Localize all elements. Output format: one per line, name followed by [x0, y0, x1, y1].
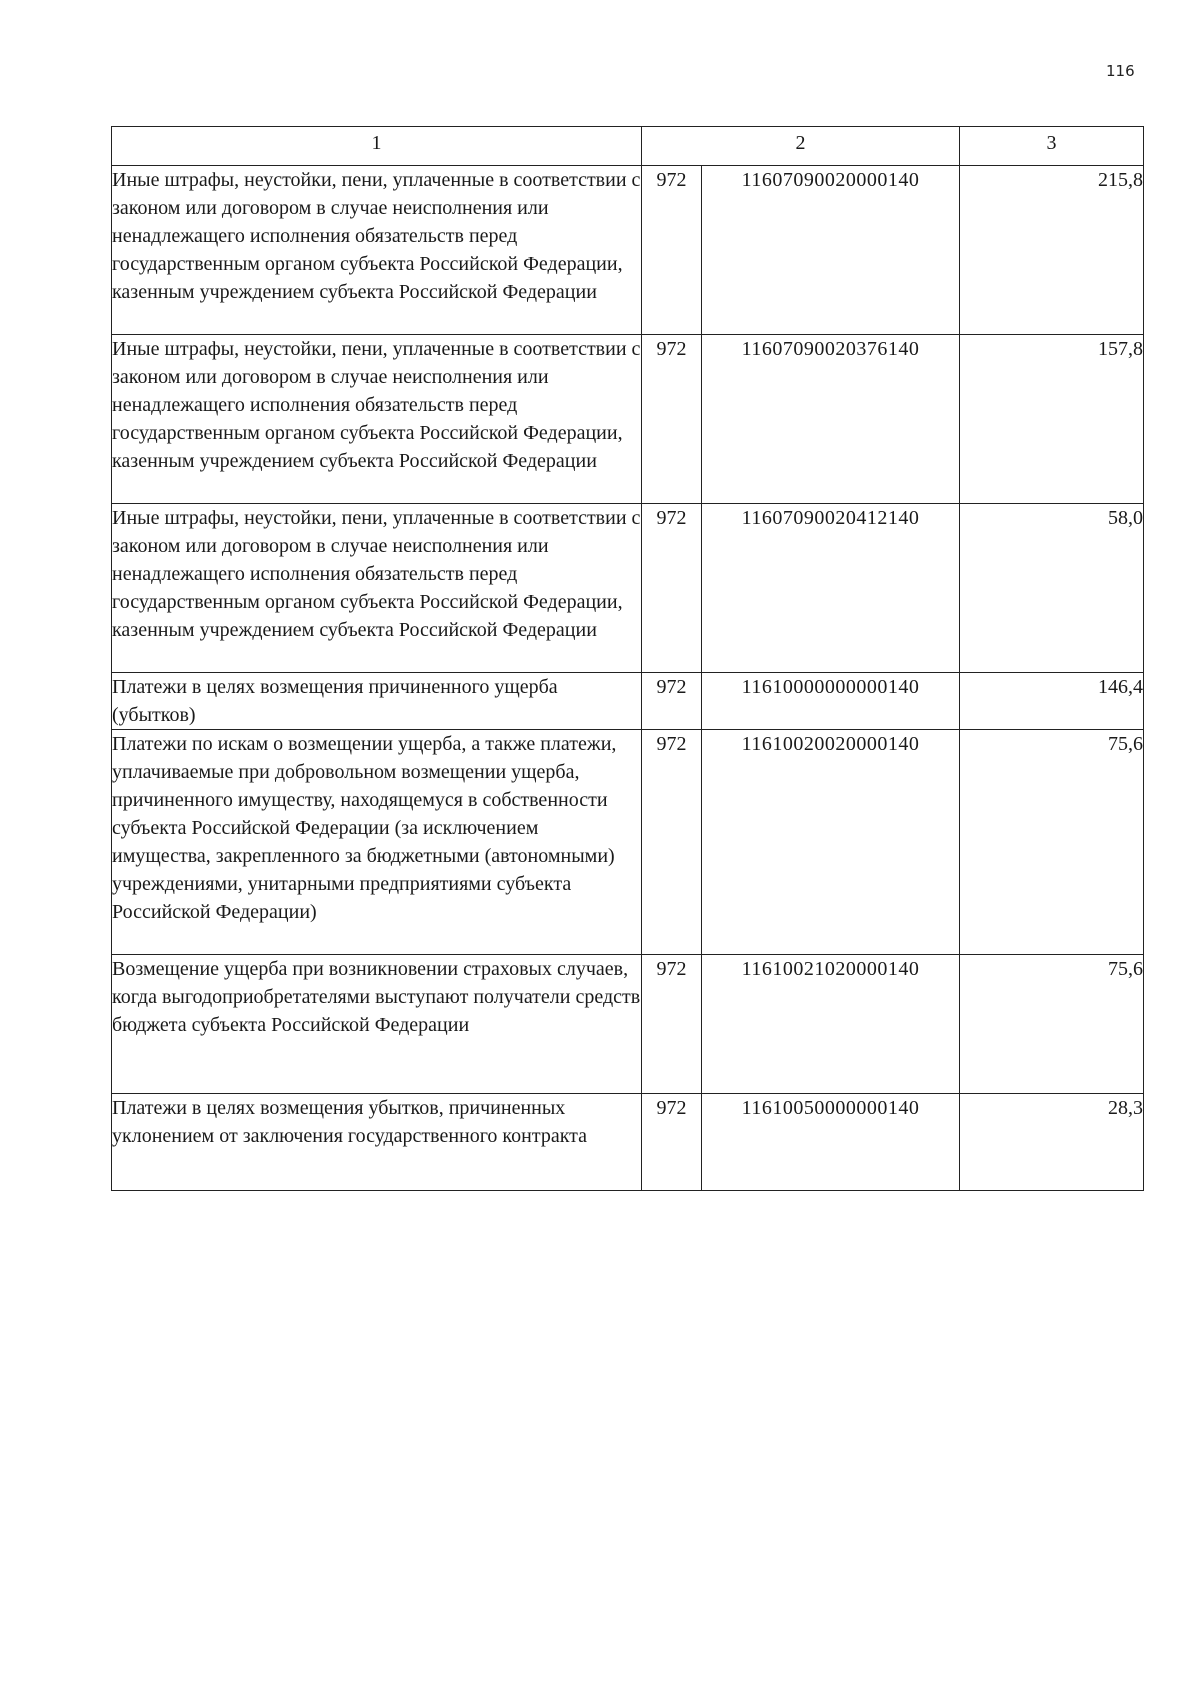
row-revenue-code: 11610020020000140 — [702, 730, 960, 955]
row-amount: 58,0 — [960, 504, 1144, 673]
row-admin-code: 972 — [642, 1094, 702, 1191]
row-description: Платежи в целях возмещения причиненного ущерба (убытков) — [112, 673, 642, 730]
table-row — [112, 955, 1144, 1094]
row-admin-code: 972 — [642, 504, 702, 673]
header-col-2: 2 — [642, 127, 960, 166]
row-admin-code: 972 — [642, 730, 702, 955]
row-admin-code: 972 — [642, 166, 702, 335]
row-amount: 146,4 — [960, 673, 1144, 730]
row-amount: 75,6 — [960, 730, 1144, 955]
row-admin-code: 972 — [642, 335, 702, 504]
header-col-1: 1 — [112, 127, 642, 166]
row-admin-code: 972 — [642, 673, 702, 730]
table-row — [112, 673, 1144, 730]
row-amount: 28,3 — [960, 1094, 1144, 1191]
row-description: Иные штрафы, неустойки, пени, уплаченные в соответствии с законом или договором в случае неисполнения или ненадлежащего исполнения обязательств перед государственным органом субъекта Российской Федерации, казенным учреждением субъекта Российской Федерации — [112, 335, 642, 504]
table-row — [112, 1094, 1144, 1191]
revenue-table — [111, 126, 1144, 1191]
row-description: Иные штрафы, неустойки, пени, уплаченные в соответствии с законом или договором в случае неисполнения или ненадлежащего исполнения обязательств перед государственным органом субъекта Российской Федерации, казенным учреждением субъекта Российской Федерации — [112, 166, 642, 335]
table-row — [112, 166, 1144, 335]
row-description: Платежи в целях возмещения убытков, причиненных уклонением от заключения государственного контракта — [112, 1094, 642, 1191]
page-number: 116 — [1106, 62, 1135, 80]
row-amount: 215,8 — [960, 166, 1144, 335]
row-description: Возмещение ущерба при возникновении страховых случаев, когда выгодоприобретателями выступают получатели средств бюджета субъекта Российской Федерации — [112, 955, 642, 1094]
row-revenue-code: 11610000000000140 — [702, 673, 960, 730]
row-revenue-code: 11610021020000140 — [702, 955, 960, 1094]
row-revenue-code: 11607090020412140 — [702, 504, 960, 673]
row-description: Иные штрафы, неустойки, пени, уплаченные в соответствии с законом или договором в случае неисполнения или ненадлежащего исполнения обязательств перед государственным органом субъекта Российской Федерации, казенным учреждением субъекта Российской Федерации — [112, 504, 642, 673]
row-admin-code: 972 — [642, 955, 702, 1094]
table-header-row — [112, 127, 1144, 166]
table-row — [112, 504, 1144, 673]
row-amount: 75,6 — [960, 955, 1144, 1094]
row-revenue-code: 11607090020000140 — [702, 166, 960, 335]
row-revenue-code: 11607090020376140 — [702, 335, 960, 504]
table-row — [112, 335, 1144, 504]
row-amount: 157,8 — [960, 335, 1144, 504]
row-description: Платежи по искам о возмещении ущерба, а также платежи, уплачиваемые при добровольном возмещении ущерба, причиненного имуществу, находящемуся в собственности субъекта Российской Федерации (за исключением имущества, закрепленного за бюджетными (автономными) учреждениями, унитарными предприятиями субъекта Российской Федерации) — [112, 730, 642, 955]
table-row — [112, 730, 1144, 955]
header-col-3: 3 — [960, 127, 1144, 166]
row-revenue-code: 11610050000000140 — [702, 1094, 960, 1191]
